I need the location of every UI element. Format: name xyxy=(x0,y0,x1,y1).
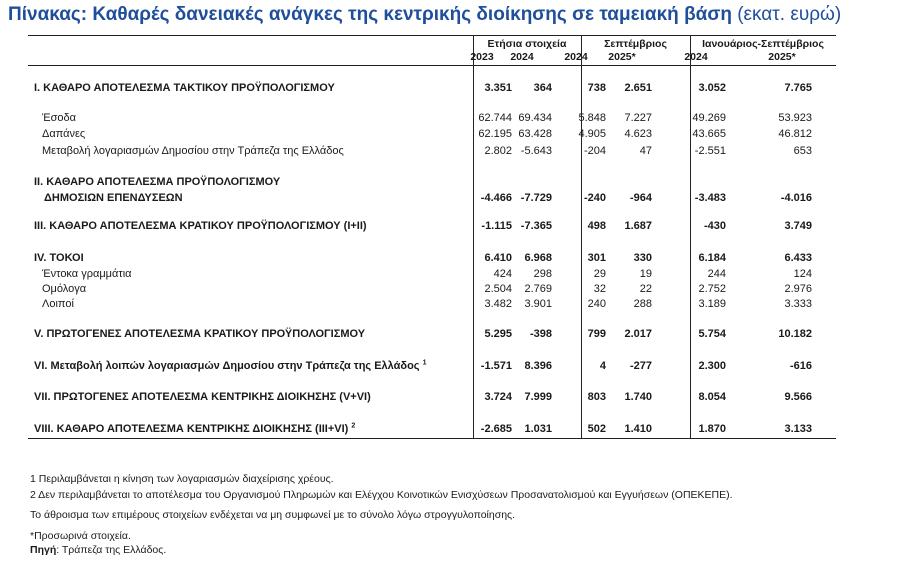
table-cell: 1.031 xyxy=(524,423,552,435)
header-year-4: 2025* xyxy=(608,51,636,63)
header-group-2: Σεπτέμβριος xyxy=(604,38,667,50)
table-header-rule xyxy=(28,65,836,66)
table-cell: 47 xyxy=(639,145,652,157)
table-cell: 3.189 xyxy=(698,298,726,310)
column-divider-1 xyxy=(473,35,474,438)
footnote-3: Το άθροισμα των επιμέρους στοιχείων ενδέχεται να μη συμφωνεί με το σύνολο λόγω στρογγυλοποίησης. xyxy=(30,509,516,521)
row-label: Λοιποί xyxy=(42,298,74,310)
header-year-1: 2023 xyxy=(470,51,494,63)
footnote-2: 2 Δεν περιλαμβάνεται το αποτέλεσμα του Οργανισμού Πληρωμών και Ελέγχου Κοινοτικών Ενισχύσεων Προσανατολισμού και Εγγυήσεων (ΟΠΕΚΕΠΕ). xyxy=(30,489,733,501)
table-cell: 1.410 xyxy=(624,423,652,435)
table-cell: -4.466 xyxy=(480,192,512,204)
row-label: VIII. ΚΑΘΑΡΟ ΑΠΟΤΕΛΕΣΜΑ ΚΕΝΤΡΙΚΗΣ ΔΙΟΙΚΗΣΗΣ (III+VI) $^2$ xyxy=(34,422,356,435)
column-divider-2 xyxy=(581,35,582,438)
table-cell: 7.765 xyxy=(784,82,812,94)
row-label: VII. ΠΡΩΤΟΓΕΝΕΣ ΑΠΟΤΕΛΕΣΜΑ ΚΕΝΤΡΙΚΗΣ ΔΙΟΙΚΗΣΗΣ (V+VI) xyxy=(34,391,371,403)
table-cell: 364 xyxy=(533,82,552,94)
table-cell: -2.685 xyxy=(480,423,512,435)
table-cell: 4.905 xyxy=(578,128,606,140)
table-cell: 9.566 xyxy=(784,391,812,403)
footnote-ref: 2 xyxy=(351,422,356,430)
footnote-ref: 1 xyxy=(422,359,427,367)
table-cell: 3.052 xyxy=(698,82,726,94)
row-label: VI. Μεταβολή λοιπών λογαριασμών Δημοσίου στην Τράπεζα της Ελλάδος $^1$ xyxy=(34,359,427,372)
table-cell: 2.504 xyxy=(484,283,512,295)
table-cell: 53.923 xyxy=(778,112,812,124)
table-cell: 498 xyxy=(587,220,606,232)
table-cell: 298 xyxy=(533,268,552,280)
row-label: II. ΚΑΘΑΡΟ ΑΠΟΤΕΛΕΣΜΑ ΠΡΟΫΠΟΛΟΓΙΣΜΟΥ xyxy=(34,176,281,188)
table-cell: 288 xyxy=(633,298,652,310)
table-cell: 22 xyxy=(639,283,652,295)
table-cell: 46.812 xyxy=(778,128,812,140)
table-cell: 2.752 xyxy=(698,283,726,295)
table-cell: 2.802 xyxy=(484,145,512,157)
table-cell: 2.769 xyxy=(524,283,552,295)
table-cell: 62.744 xyxy=(478,112,512,124)
header-year-5: 2024 xyxy=(684,51,708,63)
table-cell: -1.571 xyxy=(480,360,512,372)
table-cell: 803 xyxy=(587,391,606,403)
table-cell: 738 xyxy=(587,82,606,94)
table-cell: -398 xyxy=(529,328,552,340)
table-cell: 3.724 xyxy=(484,391,512,403)
table-cell: 5.848 xyxy=(578,112,606,124)
table-cell: 3.749 xyxy=(784,220,812,232)
row-label: Έντοκα γραμμάτια xyxy=(42,268,132,280)
table-cell: 10.182 xyxy=(778,328,812,340)
table-cell: 3.901 xyxy=(524,298,552,310)
table-cell: -277 xyxy=(629,360,652,372)
table-cell: 653 xyxy=(793,145,812,157)
table-cell: 3.133 xyxy=(784,423,812,435)
table-cell: -616 xyxy=(789,360,812,372)
table-cell: 6.433 xyxy=(784,252,812,264)
table-cell: 2.976 xyxy=(784,283,812,295)
row-label-cont: ΔΗΜΟΣΙΩΝ ΕΠΕΝΔΥΣΕΩΝ xyxy=(44,192,183,204)
table-cell: -7.729 xyxy=(520,192,552,204)
column-divider-3 xyxy=(690,35,691,438)
table-cell: 7.999 xyxy=(524,391,552,403)
row-label: I. ΚΑΘΑΡΟ ΑΠΟΤΕΛΕΣΜΑ ΤΑΚΤΙΚΟΥ ΠΡΟΫΠΟΛΟΓΙΣΜΟΥ xyxy=(34,82,335,94)
header-group-3: Ιανουάριος-Σεπτέμβριος xyxy=(702,38,824,50)
table-cell: -964 xyxy=(629,192,652,204)
table-cell: 7.227 xyxy=(624,112,652,124)
footnote-1: 1 Περιλαμβάνεται η κίνηση των λογαριασμών διαχείρισης χρέους. xyxy=(30,473,334,485)
row-label: Δαπάνες xyxy=(42,128,86,140)
row-label: V. ΠΡΩΤΟΓΕΝΕΣ ΑΠΟΤΕΛΕΣΜΑ ΚΡΑΤΙΚΟΥ ΠΡΟΫΠΟΛΟΓΙΣΜΟΥ xyxy=(34,328,366,340)
title-unit: (εκατ. ευρώ) xyxy=(737,4,842,25)
table-cell: 43.665 xyxy=(692,128,726,140)
row-label: Έσοδα xyxy=(42,112,77,124)
table-cell: 4.623 xyxy=(624,128,652,140)
table-cell: 330 xyxy=(633,252,652,264)
table-cell: 6.184 xyxy=(698,252,726,264)
row-label: Μεταβολή λογαριασμών Δημοσίου στην Τράπεζα της Ελλάδος xyxy=(42,145,344,157)
table-cell: -1.115 xyxy=(481,220,512,232)
table-cell: 62.195 xyxy=(478,128,512,140)
table-cell: 502 xyxy=(587,423,606,435)
table-cell: 6.410 xyxy=(484,252,512,264)
table-cell: 124 xyxy=(793,268,812,280)
table-cell: 2.017 xyxy=(624,328,652,340)
table-cell: 69.434 xyxy=(518,112,552,124)
table-cell: -430 xyxy=(703,220,726,232)
source-line: Πηγή: Τράπεζα της Ελλάδος. xyxy=(30,544,167,556)
table-cell: 2.651 xyxy=(624,82,652,94)
table-cell: 799 xyxy=(587,328,606,340)
table-cell: -204 xyxy=(583,145,606,157)
table-cell: -2.551 xyxy=(694,145,726,157)
table-top-rule xyxy=(28,35,836,36)
row-label: IV. ΤΟΚΟΙ xyxy=(34,252,84,264)
table-title xyxy=(8,4,841,26)
row-label: Ομόλογα xyxy=(42,283,87,295)
table-cell: 1.870 xyxy=(698,423,726,435)
table-cell: 301 xyxy=(587,252,606,264)
row-label: III. ΚΑΘΑΡΟ ΑΠΟΤΕΛΕΣΜΑ ΚΡΑΤΙΚΟΥ ΠΡΟΫΠΟΛΟΓΙΣΜΟΥ (I+II) xyxy=(34,220,367,232)
table-cell: 49.269 xyxy=(692,112,726,124)
table-cell: -240 xyxy=(583,192,606,204)
table-cell: 5.754 xyxy=(698,328,726,340)
table-bottom-rule xyxy=(28,438,836,439)
table-cell: 8.396 xyxy=(524,360,552,372)
table-cell: -3.483 xyxy=(694,192,726,204)
table-cell: 3.333 xyxy=(784,298,812,310)
table-cell: -7.365 xyxy=(520,220,552,232)
table-cell: 32 xyxy=(593,283,606,295)
table-cell: 3.351 xyxy=(484,82,512,94)
table-cell: 424 xyxy=(493,268,512,280)
table-cell: 1.740 xyxy=(624,391,652,403)
header-year-6: 2025* xyxy=(768,51,796,63)
table-cell: 5.295 xyxy=(484,328,512,340)
table-cell: 63.428 xyxy=(518,128,552,140)
table-cell: 29 xyxy=(593,268,606,280)
header-year-3: 2024 xyxy=(564,51,588,63)
header-group-1: Ετήσια στοιχεία xyxy=(487,38,567,50)
header-year-2: 2024 xyxy=(510,51,534,63)
table-cell: -5.643 xyxy=(520,145,552,157)
table-cell: 240 xyxy=(587,298,606,310)
table-cell: 2.300 xyxy=(698,360,726,372)
table-cell: 3.482 xyxy=(484,298,512,310)
table-cell: 1.687 xyxy=(624,220,652,232)
table-cell: -4.016 xyxy=(780,192,812,204)
title-main: Πίνακας: Καθαρές δανειακές ανάγκες της κεντρικής διοίκησης σε ταμειακή βάση xyxy=(8,4,732,25)
provisional-note: *Προσωρινά στοιχεία. xyxy=(30,530,131,542)
table-cell: 6.968 xyxy=(524,252,552,264)
table-cell: 244 xyxy=(707,268,726,280)
table-cell: 19 xyxy=(639,268,652,280)
table-cell: 8.054 xyxy=(698,391,726,403)
table-cell: 4 xyxy=(599,360,606,372)
source-label: Πηγή xyxy=(30,544,57,556)
